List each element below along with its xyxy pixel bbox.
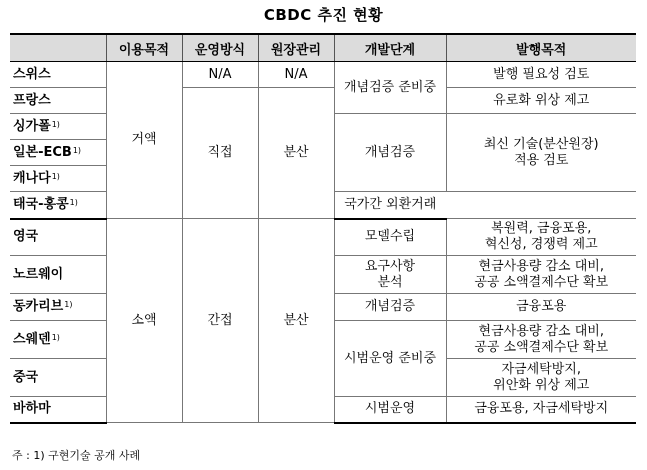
country-cell (10, 219, 106, 256)
country-cell (10, 88, 106, 114)
table-row (10, 62, 636, 88)
footnote-mark: 1) (64, 300, 73, 309)
operation-cell: 직접 (182, 88, 258, 219)
goal-cell: 금융포용, 자금세탁방지 (446, 397, 636, 423)
goal-line: 자금세탁방지, (501, 361, 581, 377)
country-name: 프랑스 (13, 92, 51, 108)
goal-cell: 발행 필요성 검토 (446, 62, 636, 88)
country-cell (10, 114, 106, 140)
stage-cell: 개념검증 준비중 (334, 62, 446, 114)
stage-cell (334, 256, 446, 294)
country-name: 동카리브 (13, 299, 64, 314)
country-cell (10, 256, 106, 294)
operation-cell: N/A (182, 62, 258, 88)
goal-line: 공공 소액결제수단 확보 (474, 274, 609, 290)
goal-line: 공공 소액결제수단 확보 (474, 339, 609, 355)
goal-cell: 금융포용 (446, 294, 636, 321)
header-goal: 발행목적 (446, 34, 636, 62)
goal-cell (446, 219, 636, 256)
country-name: 영국 (13, 229, 39, 245)
goal-cell (446, 114, 636, 192)
goal-cell: 유로화 위상 제고 (446, 88, 636, 114)
country-name: 스웨덴 (13, 331, 51, 347)
goal-cell (446, 321, 636, 359)
ledger-cell: N/A (258, 62, 334, 88)
footnote: 주 : 1) 구현기술 공개 사례 (12, 449, 141, 462)
footnote-mark: 1) (51, 171, 60, 181)
header-stage: 개발단계 (334, 34, 446, 62)
stage-cell: 개념검증 (334, 114, 446, 192)
country-cell (10, 359, 106, 397)
country-name: 일본-ECB (13, 144, 72, 160)
footnote-mark: 1) (69, 197, 78, 207)
cbdc-status-table (10, 33, 636, 424)
purpose-cell: 거액 (106, 62, 182, 219)
country-name: 노르웨이 (13, 266, 64, 282)
ledger-cell: 분산 (258, 219, 334, 423)
goal-cell (446, 359, 636, 397)
header-country (10, 34, 106, 62)
goal-line: 혁신성, 경쟁력 제고 (484, 237, 598, 252)
country-name: 스위스 (13, 66, 51, 82)
stage-cell: 개념검증 (334, 294, 446, 321)
goal-cell: 국가간 외환거래 (334, 192, 446, 219)
goal-line: 현금사용량 감소 대비, (478, 258, 604, 274)
country-cell (10, 192, 106, 219)
goal-line: 현금사용량 감소 대비, (478, 323, 604, 339)
country-name: 캐나다 (13, 170, 51, 186)
stage-cell: 시범운영 (334, 397, 446, 423)
country-cell (10, 321, 106, 359)
table-row (10, 219, 636, 256)
stage-cell: 모델수립 (334, 219, 446, 256)
table-row (10, 88, 636, 114)
footnote-mark: 1) (51, 332, 60, 342)
header-ledger: 원장관리 (258, 34, 334, 62)
country-cell (10, 62, 106, 88)
stage-line: 요구사항 (364, 258, 416, 274)
goal-line: 복원력, 금융포용, (491, 221, 592, 236)
operation-cell: 간접 (182, 219, 258, 423)
country-name: 바하마 (13, 401, 51, 417)
stage-line: 분석 (377, 274, 403, 290)
goal-line: 최신 기술(분산원장) (483, 136, 599, 152)
country-name: 중국 (13, 369, 39, 385)
goal-cell (446, 256, 636, 294)
ledger-cell: 분산 (258, 88, 334, 219)
goal-line: 적용 검토 (514, 152, 569, 168)
country-cell (10, 166, 106, 192)
page-title: CBDC 추진 현황 (263, 6, 384, 24)
purpose-cell: 소액 (106, 219, 182, 423)
country-cell (10, 294, 106, 321)
country-name: 싱가폴 (13, 118, 51, 134)
stage-cell: 시범운영 준비중 (334, 321, 446, 397)
header-operation: 운영방식 (182, 34, 258, 62)
footnote-mark: 1) (51, 119, 60, 129)
footnote-mark: 1) (72, 145, 82, 155)
header-purpose: 이용목적 (106, 34, 182, 62)
table-header-row (10, 34, 636, 62)
country-name: 태국-홍콩 (13, 196, 69, 212)
goal-line: 위안화 위상 제고 (493, 377, 590, 393)
country-cell (10, 397, 106, 423)
country-cell (10, 140, 106, 166)
